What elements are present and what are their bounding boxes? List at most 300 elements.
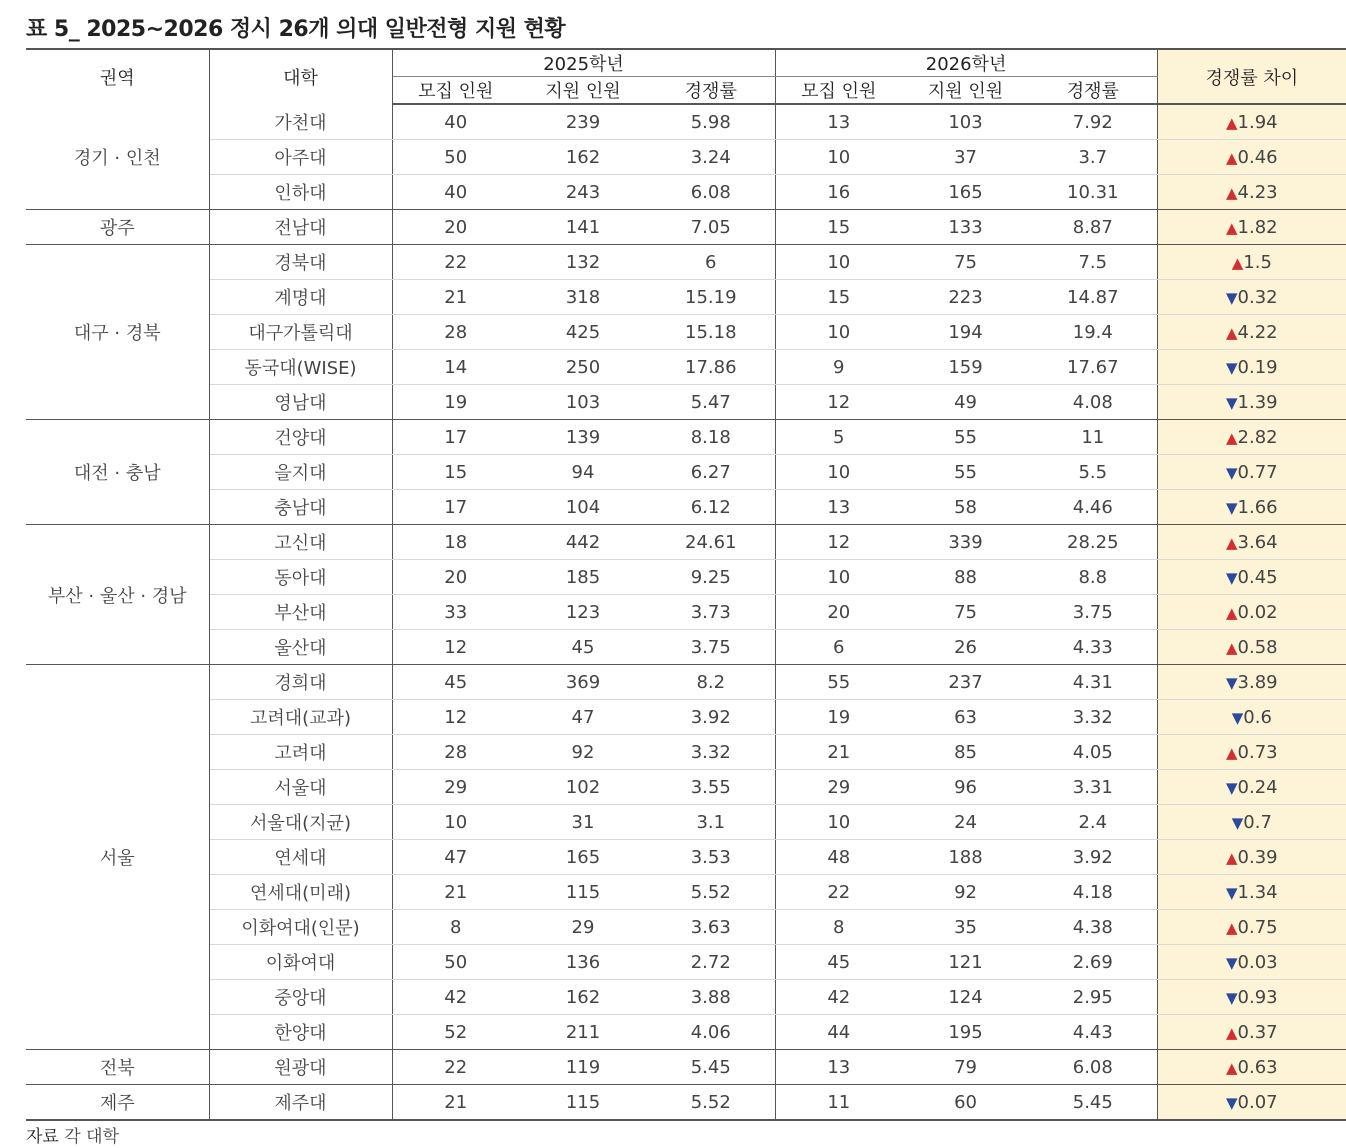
applicants-2025-cell: 92 bbox=[519, 735, 647, 770]
applicants-2025-cell: 369 bbox=[519, 665, 647, 700]
applicants-2026-cell: 63 bbox=[902, 700, 1029, 735]
triangle-down-icon: ▼ bbox=[1226, 953, 1238, 972]
quota-2025-cell: 50 bbox=[392, 140, 519, 175]
university-cell: 대구가톨릭대 bbox=[209, 315, 392, 350]
diff-value: 1.82 bbox=[1237, 216, 1278, 238]
diff-value: 0.19 bbox=[1237, 356, 1278, 378]
diff-cell bbox=[1157, 1015, 1346, 1050]
triangle-down-icon: ▼ bbox=[1226, 498, 1238, 517]
diff-cell bbox=[1157, 700, 1346, 735]
triangle-down-icon: ▼ bbox=[1231, 708, 1244, 727]
quota-2026-cell: 12 bbox=[775, 385, 902, 420]
diff-value: 4.22 bbox=[1237, 321, 1278, 343]
ratio-2025-cell: 3.55 bbox=[647, 770, 775, 805]
diff-cell bbox=[1157, 140, 1346, 175]
university-cell: 을지대 bbox=[209, 455, 392, 490]
triangle-up-icon: ▲ bbox=[1226, 148, 1238, 167]
diff-cell bbox=[1157, 210, 1346, 245]
triangle-down-icon: ▼ bbox=[1226, 883, 1238, 902]
university-cell: 동국대(WISE) bbox=[209, 350, 392, 385]
quota-2026-cell: 42 bbox=[775, 980, 902, 1015]
ratio-2026-cell: 4.05 bbox=[1029, 735, 1157, 770]
triangle-down-icon: ▼ bbox=[1226, 778, 1238, 797]
triangle-down-icon: ▼ bbox=[1226, 568, 1238, 587]
ratio-2025-cell: 15.19 bbox=[647, 280, 775, 315]
diff-value: 0.75 bbox=[1237, 916, 1278, 938]
diff-cell bbox=[1157, 840, 1346, 875]
header-region: 권역 bbox=[26, 49, 209, 104]
table-row bbox=[26, 1015, 1346, 1050]
triangle-up-icon: ▲ bbox=[1226, 638, 1238, 657]
diff-cell bbox=[1157, 455, 1346, 490]
ratio-2026-cell: 4.18 bbox=[1029, 875, 1157, 910]
source-label: 자료 bbox=[26, 1127, 59, 1147]
triangle-up-icon: ▲ bbox=[1226, 1058, 1238, 1077]
university-cell: 계명대 bbox=[209, 280, 392, 315]
quota-2025-cell: 29 bbox=[392, 770, 519, 805]
ratio-2026-cell: 3.92 bbox=[1029, 840, 1157, 875]
applicants-2026-cell: 194 bbox=[902, 315, 1029, 350]
quota-2026-cell: 29 bbox=[775, 770, 902, 805]
table-row bbox=[26, 1050, 1346, 1085]
diff-cell bbox=[1157, 490, 1346, 525]
table-row bbox=[26, 735, 1346, 770]
applicants-2026-cell: 159 bbox=[902, 350, 1029, 385]
table-body bbox=[26, 104, 1346, 1120]
ratio-2025-cell: 6 bbox=[647, 245, 775, 280]
ratio-2026-cell: 6.08 bbox=[1029, 1050, 1157, 1085]
university-cell: 한양대 bbox=[209, 1015, 392, 1050]
applicants-2026-cell: 339 bbox=[902, 525, 1029, 560]
ratio-2025-cell: 15.18 bbox=[647, 315, 775, 350]
ratio-2026-cell: 7.92 bbox=[1029, 104, 1157, 140]
applicants-2025-cell: 31 bbox=[519, 805, 647, 840]
diff-value: 0.46 bbox=[1237, 146, 1278, 168]
table-row bbox=[26, 980, 1346, 1015]
quota-2025-cell: 21 bbox=[392, 280, 519, 315]
diff-cell bbox=[1157, 280, 1346, 315]
diff-value: 2.82 bbox=[1237, 426, 1278, 448]
quota-2026-cell: 44 bbox=[775, 1015, 902, 1050]
applicants-2026-cell: 165 bbox=[902, 175, 1029, 210]
triangle-up-icon: ▲ bbox=[1226, 428, 1238, 447]
diff-cell bbox=[1157, 104, 1346, 140]
diff-value: 0.93 bbox=[1237, 986, 1278, 1008]
applicants-2025-cell: 185 bbox=[519, 560, 647, 595]
quota-2025-cell: 12 bbox=[392, 630, 519, 665]
ratio-2025-cell: 5.52 bbox=[647, 875, 775, 910]
quota-2026-cell: 9 bbox=[775, 350, 902, 385]
table-row bbox=[26, 630, 1346, 665]
table-row bbox=[26, 560, 1346, 595]
quota-2025-cell: 21 bbox=[392, 1085, 519, 1121]
quota-2026-cell: 16 bbox=[775, 175, 902, 210]
diff-value: 0.32 bbox=[1237, 286, 1278, 308]
applicants-2025-cell: 165 bbox=[519, 840, 647, 875]
quota-2025-cell: 10 bbox=[392, 805, 519, 840]
ratio-2026-cell: 4.31 bbox=[1029, 665, 1157, 700]
quota-2025-cell: 20 bbox=[392, 210, 519, 245]
applicants-2026-cell: 37 bbox=[902, 140, 1029, 175]
applicants-2025-cell: 115 bbox=[519, 1085, 647, 1121]
table-row bbox=[26, 770, 1346, 805]
diff-value: 0.63 bbox=[1237, 1056, 1278, 1078]
applicants-2026-cell: 223 bbox=[902, 280, 1029, 315]
diff-cell bbox=[1157, 805, 1346, 840]
applicants-2026-cell: 133 bbox=[902, 210, 1029, 245]
university-cell: 가천대 bbox=[209, 104, 392, 140]
ratio-2025-cell: 2.72 bbox=[647, 945, 775, 980]
quota-2026-cell: 20 bbox=[775, 595, 902, 630]
applicants-2026-cell: 124 bbox=[902, 980, 1029, 1015]
applicants-2025-cell: 162 bbox=[519, 140, 647, 175]
applicants-2025-cell: 102 bbox=[519, 770, 647, 805]
diff-cell bbox=[1157, 910, 1346, 945]
applicants-2025-cell: 141 bbox=[519, 210, 647, 245]
table-header bbox=[26, 49, 1346, 104]
quota-2026-cell: 10 bbox=[775, 245, 902, 280]
diff-cell bbox=[1157, 245, 1346, 280]
university-cell: 서울대 bbox=[209, 770, 392, 805]
university-cell: 인하대 bbox=[209, 175, 392, 210]
diff-value: 0.58 bbox=[1237, 636, 1278, 658]
quota-2025-cell: 28 bbox=[392, 315, 519, 350]
diff-value: 3.89 bbox=[1237, 671, 1278, 693]
header-applicants-2026: 지원 인원 bbox=[902, 77, 1029, 105]
quota-2026-cell: 22 bbox=[775, 875, 902, 910]
diff-cell bbox=[1157, 175, 1346, 210]
triangle-up-icon: ▲ bbox=[1226, 218, 1238, 237]
ratio-2026-cell: 8.87 bbox=[1029, 210, 1157, 245]
university-cell: 원광대 bbox=[209, 1050, 392, 1085]
diff-value: 3.64 bbox=[1237, 531, 1278, 553]
table-row bbox=[26, 385, 1346, 420]
applicants-2026-cell: 188 bbox=[902, 840, 1029, 875]
applicants-2026-cell: 96 bbox=[902, 770, 1029, 805]
university-cell: 이화여대 bbox=[209, 945, 392, 980]
ratio-2026-cell: 28.25 bbox=[1029, 525, 1157, 560]
applicants-2025-cell: 104 bbox=[519, 490, 647, 525]
header-ratio-2025: 경쟁률 bbox=[647, 77, 775, 105]
diff-cell bbox=[1157, 350, 1346, 385]
table-row bbox=[26, 595, 1346, 630]
diff-cell bbox=[1157, 560, 1346, 595]
applicants-2025-cell: 162 bbox=[519, 980, 647, 1015]
table-row bbox=[26, 805, 1346, 840]
quota-2025-cell: 40 bbox=[392, 175, 519, 210]
ratio-2026-cell: 3.75 bbox=[1029, 595, 1157, 630]
diff-value: 1.34 bbox=[1237, 881, 1278, 903]
triangle-down-icon: ▼ bbox=[1226, 358, 1238, 377]
quota-2026-cell: 15 bbox=[775, 210, 902, 245]
quota-2025-cell: 17 bbox=[392, 490, 519, 525]
region-cell: 경기 · 인천 bbox=[26, 104, 209, 210]
quota-2025-cell: 52 bbox=[392, 1015, 519, 1050]
table-row bbox=[26, 945, 1346, 980]
triangle-down-icon: ▼ bbox=[1226, 463, 1238, 482]
diff-value: 0.45 bbox=[1237, 566, 1278, 588]
applicants-2025-cell: 132 bbox=[519, 245, 647, 280]
table-row bbox=[26, 175, 1346, 210]
ratio-2026-cell: 4.43 bbox=[1029, 1015, 1157, 1050]
ratio-2025-cell: 8.18 bbox=[647, 420, 775, 455]
quota-2026-cell: 8 bbox=[775, 910, 902, 945]
university-cell: 고려대(교과) bbox=[209, 700, 392, 735]
table-row bbox=[26, 245, 1346, 280]
ratio-2026-cell: 14.87 bbox=[1029, 280, 1157, 315]
ratio-2026-cell: 4.08 bbox=[1029, 385, 1157, 420]
ratio-2025-cell: 8.2 bbox=[647, 665, 775, 700]
ratio-2026-cell: 4.46 bbox=[1029, 490, 1157, 525]
university-cell: 울산대 bbox=[209, 630, 392, 665]
quota-2025-cell: 19 bbox=[392, 385, 519, 420]
quota-2025-cell: 45 bbox=[392, 665, 519, 700]
table-row bbox=[26, 420, 1346, 455]
quota-2026-cell: 13 bbox=[775, 490, 902, 525]
diff-value: 1.66 bbox=[1237, 496, 1278, 518]
quota-2025-cell: 14 bbox=[392, 350, 519, 385]
diff-value: 0.37 bbox=[1237, 1021, 1278, 1043]
applicants-2025-cell: 29 bbox=[519, 910, 647, 945]
diff-value: 0.39 bbox=[1237, 846, 1278, 868]
quota-2025-cell: 21 bbox=[392, 875, 519, 910]
diff-cell bbox=[1157, 595, 1346, 630]
diff-cell bbox=[1157, 665, 1346, 700]
table-row bbox=[26, 140, 1346, 175]
applicants-2025-cell: 243 bbox=[519, 175, 647, 210]
quota-2025-cell: 17 bbox=[392, 420, 519, 455]
header-diff: 경쟁률 차이 bbox=[1157, 49, 1346, 104]
applicants-2026-cell: 35 bbox=[902, 910, 1029, 945]
diff-cell bbox=[1157, 525, 1346, 560]
region-cell: 전북 bbox=[26, 1050, 209, 1085]
table-row bbox=[26, 490, 1346, 525]
diff-value: 1.5 bbox=[1243, 251, 1272, 273]
header-applicants-2025: 지원 인원 bbox=[519, 77, 647, 105]
ratio-2025-cell: 4.06 bbox=[647, 1015, 775, 1050]
applicants-2026-cell: 85 bbox=[902, 735, 1029, 770]
triangle-down-icon: ▼ bbox=[1226, 393, 1238, 412]
quota-2025-cell: 50 bbox=[392, 945, 519, 980]
ratio-2026-cell: 3.31 bbox=[1029, 770, 1157, 805]
ratio-2026-cell: 7.5 bbox=[1029, 245, 1157, 280]
table-title: 표 5_ 2025~2026 정시 26개 의대 일반전형 지원 현황 bbox=[26, 17, 566, 42]
ratio-2026-cell: 2.69 bbox=[1029, 945, 1157, 980]
applicants-2025-cell: 136 bbox=[519, 945, 647, 980]
quota-2025-cell: 20 bbox=[392, 560, 519, 595]
quota-2026-cell: 13 bbox=[775, 104, 902, 140]
ratio-2026-cell: 11 bbox=[1029, 420, 1157, 455]
university-cell: 연세대(미래) bbox=[209, 875, 392, 910]
quota-2025-cell: 15 bbox=[392, 455, 519, 490]
ratio-2025-cell: 5.45 bbox=[647, 1050, 775, 1085]
applicants-2026-cell: 79 bbox=[902, 1050, 1029, 1085]
table-row bbox=[26, 315, 1346, 350]
diff-value: 0.6 bbox=[1243, 706, 1272, 728]
applicants-2025-cell: 139 bbox=[519, 420, 647, 455]
ratio-2026-cell: 2.4 bbox=[1029, 805, 1157, 840]
table-row bbox=[26, 875, 1346, 910]
diff-cell bbox=[1157, 1085, 1346, 1121]
quota-2026-cell: 45 bbox=[775, 945, 902, 980]
quota-2025-cell: 12 bbox=[392, 700, 519, 735]
ratio-2025-cell: 6.08 bbox=[647, 175, 775, 210]
quota-2025-cell: 18 bbox=[392, 525, 519, 560]
quota-2026-cell: 5 bbox=[775, 420, 902, 455]
quota-2026-cell: 21 bbox=[775, 735, 902, 770]
applicants-2026-cell: 24 bbox=[902, 805, 1029, 840]
applicants-2026-cell: 121 bbox=[902, 945, 1029, 980]
table-row bbox=[26, 910, 1346, 945]
applicants-2025-cell: 94 bbox=[519, 455, 647, 490]
ratio-2026-cell: 4.38 bbox=[1029, 910, 1157, 945]
ratio-2025-cell: 17.86 bbox=[647, 350, 775, 385]
applicants-2026-cell: 49 bbox=[902, 385, 1029, 420]
applicants-2026-cell: 55 bbox=[902, 455, 1029, 490]
triangle-down-icon: ▼ bbox=[1226, 988, 1238, 1007]
ratio-2026-cell: 19.4 bbox=[1029, 315, 1157, 350]
triangle-up-icon: ▲ bbox=[1226, 323, 1238, 342]
region-cell: 대전 · 충남 bbox=[26, 420, 209, 525]
applicants-2025-cell: 442 bbox=[519, 525, 647, 560]
applicants-2026-cell: 75 bbox=[902, 245, 1029, 280]
region-cell: 부산 · 울산 · 경남 bbox=[26, 525, 209, 665]
ratio-2025-cell: 24.61 bbox=[647, 525, 775, 560]
ratio-2025-cell: 3.1 bbox=[647, 805, 775, 840]
applicants-2025-cell: 115 bbox=[519, 875, 647, 910]
diff-value: 0.03 bbox=[1237, 951, 1278, 973]
table-row bbox=[26, 840, 1346, 875]
diff-value: 0.24 bbox=[1237, 776, 1278, 798]
ratio-2026-cell: 17.67 bbox=[1029, 350, 1157, 385]
applicants-2025-cell: 250 bbox=[519, 350, 647, 385]
ratio-2026-cell: 10.31 bbox=[1029, 175, 1157, 210]
triangle-down-icon: ▼ bbox=[1226, 288, 1238, 307]
ratio-2025-cell: 6.27 bbox=[647, 455, 775, 490]
region-cell: 제주 bbox=[26, 1085, 209, 1121]
university-cell: 전남대 bbox=[209, 210, 392, 245]
ratio-2026-cell: 3.7 bbox=[1029, 140, 1157, 175]
university-cell: 서울대(지균) bbox=[209, 805, 392, 840]
university-cell: 중앙대 bbox=[209, 980, 392, 1015]
region-cell: 광주 bbox=[26, 210, 209, 245]
diff-value: 0.77 bbox=[1237, 461, 1278, 483]
quota-2026-cell: 15 bbox=[775, 280, 902, 315]
applicants-2026-cell: 60 bbox=[902, 1085, 1029, 1121]
ratio-2025-cell: 3.32 bbox=[647, 735, 775, 770]
table-row bbox=[26, 700, 1346, 735]
university-cell: 연세대 bbox=[209, 840, 392, 875]
university-cell: 고려대 bbox=[209, 735, 392, 770]
triangle-up-icon: ▲ bbox=[1226, 743, 1238, 762]
applicants-2025-cell: 123 bbox=[519, 595, 647, 630]
quota-2026-cell: 10 bbox=[775, 560, 902, 595]
table-row bbox=[26, 1085, 1346, 1121]
diff-value: 0.07 bbox=[1237, 1091, 1278, 1113]
ratio-2025-cell: 3.63 bbox=[647, 910, 775, 945]
ratio-2026-cell: 5.5 bbox=[1029, 455, 1157, 490]
quota-2026-cell: 10 bbox=[775, 455, 902, 490]
quota-2026-cell: 11 bbox=[775, 1085, 902, 1121]
applicants-2025-cell: 45 bbox=[519, 630, 647, 665]
quota-2026-cell: 6 bbox=[775, 630, 902, 665]
applicants-2026-cell: 237 bbox=[902, 665, 1029, 700]
quota-2025-cell: 22 bbox=[392, 245, 519, 280]
ratio-2025-cell: 3.88 bbox=[647, 980, 775, 1015]
quota-2025-cell: 28 bbox=[392, 735, 519, 770]
table-row bbox=[26, 210, 1346, 245]
applicants-2026-cell: 88 bbox=[902, 560, 1029, 595]
diff-cell bbox=[1157, 770, 1346, 805]
admissions-table bbox=[26, 48, 1346, 1121]
header-ratio-2026: 경쟁률 bbox=[1029, 77, 1157, 105]
table-row bbox=[26, 455, 1346, 490]
diff-cell bbox=[1157, 875, 1346, 910]
header-quota-2026: 모집 인원 bbox=[775, 77, 902, 105]
diff-cell bbox=[1157, 735, 1346, 770]
ratio-2026-cell: 5.45 bbox=[1029, 1085, 1157, 1121]
ratio-2025-cell: 3.92 bbox=[647, 700, 775, 735]
university-cell: 아주대 bbox=[209, 140, 392, 175]
quota-2025-cell: 47 bbox=[392, 840, 519, 875]
quota-2025-cell: 22 bbox=[392, 1050, 519, 1085]
diff-cell bbox=[1157, 385, 1346, 420]
ratio-2025-cell: 3.24 bbox=[647, 140, 775, 175]
ratio-2025-cell: 3.53 bbox=[647, 840, 775, 875]
region-cell: 대구 · 경북 bbox=[26, 245, 209, 420]
quota-2025-cell: 42 bbox=[392, 980, 519, 1015]
triangle-up-icon: ▲ bbox=[1226, 918, 1238, 937]
source-text: 각 대학 bbox=[64, 1127, 119, 1147]
ratio-2025-cell: 9.25 bbox=[647, 560, 775, 595]
triangle-up-icon: ▲ bbox=[1226, 848, 1238, 867]
applicants-2026-cell: 103 bbox=[902, 104, 1029, 140]
source-note bbox=[26, 1122, 119, 1147]
table-row bbox=[26, 525, 1346, 560]
applicants-2026-cell: 58 bbox=[902, 490, 1029, 525]
applicants-2026-cell: 26 bbox=[902, 630, 1029, 665]
quota-2026-cell: 13 bbox=[775, 1050, 902, 1085]
header-year-2025: 2025학년 bbox=[392, 49, 775, 77]
triangle-down-icon: ▼ bbox=[1226, 1093, 1238, 1112]
ratio-2025-cell: 3.75 bbox=[647, 630, 775, 665]
university-cell: 경희대 bbox=[209, 665, 392, 700]
diff-cell bbox=[1157, 420, 1346, 455]
triangle-up-icon: ▲ bbox=[1226, 113, 1238, 132]
header-quota-2025: 모집 인원 bbox=[392, 77, 519, 105]
region-cell: 서울 bbox=[26, 665, 209, 1050]
applicants-2026-cell: 75 bbox=[902, 595, 1029, 630]
applicants-2026-cell: 195 bbox=[902, 1015, 1029, 1050]
ratio-2025-cell: 7.05 bbox=[647, 210, 775, 245]
header-year-2026: 2026학년 bbox=[775, 49, 1157, 77]
ratio-2025-cell: 5.98 bbox=[647, 104, 775, 140]
diff-cell bbox=[1157, 980, 1346, 1015]
triangle-up-icon: ▲ bbox=[1226, 183, 1238, 202]
quota-2026-cell: 10 bbox=[775, 140, 902, 175]
ratio-2025-cell: 5.52 bbox=[647, 1085, 775, 1121]
diff-value: 0.02 bbox=[1237, 601, 1278, 623]
diff-value: 0.73 bbox=[1237, 741, 1278, 763]
triangle-up-icon: ▲ bbox=[1231, 253, 1244, 272]
diff-value: 1.94 bbox=[1237, 111, 1278, 133]
university-cell: 동아대 bbox=[209, 560, 392, 595]
table-row bbox=[26, 350, 1346, 385]
university-cell: 경북대 bbox=[209, 245, 392, 280]
diff-cell bbox=[1157, 630, 1346, 665]
applicants-2026-cell: 55 bbox=[902, 420, 1029, 455]
ratio-2025-cell: 6.12 bbox=[647, 490, 775, 525]
